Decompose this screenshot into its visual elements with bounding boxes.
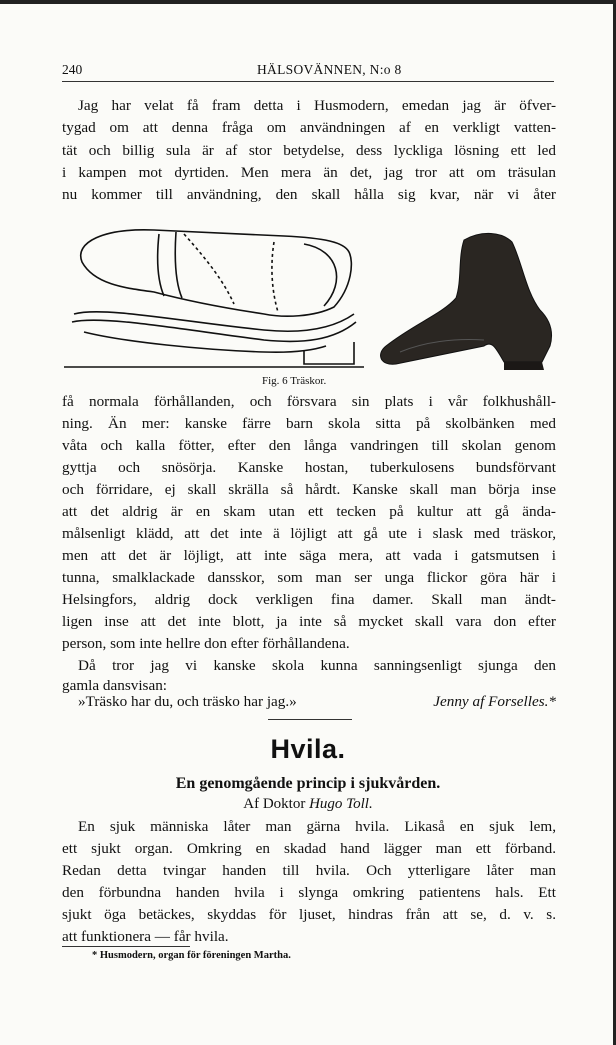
- body-line: tät och billig sula är af stor betydelse, dess lyckliga lösning ett led: [62, 142, 556, 159]
- body-line: Redan detta tvingar handen till hvila. Och ytterligare låter man: [62, 862, 556, 879]
- body-line: den förbundna handen hvila i slynga omkring patientens hals. Ett: [62, 884, 556, 901]
- body-line: tygad om att denna fråga om användningen af en verkligt vatten-: [62, 119, 556, 136]
- body-line: gamla dansvisan:: [62, 677, 168, 694]
- body-line: person, som inte hellre don efter förhållandena.: [62, 635, 350, 652]
- figure-clogs: [64, 222, 556, 372]
- boot-drawing: [381, 233, 552, 370]
- footnote: * Husmodern, organ för föreningen Martha.: [92, 950, 291, 961]
- body-line: En sjuk människa låter man gärna hvila. Likaså en sjuk lem,: [78, 818, 556, 835]
- byline-author: Hugo Toll.: [309, 796, 373, 812]
- article-title: Hvila.: [270, 734, 346, 764]
- body-line: Helsingfors, aldrig dock verkligen fina damer. Skall man ändt-: [62, 591, 556, 608]
- quote-text: »Träsko har du, och träsko har jag.»: [78, 693, 297, 710]
- body-line: få normala förhållanden, och försvara sin plats i vår folkhushåll-: [62, 393, 556, 410]
- article-byline: [0, 796, 616, 813]
- body-line: Då tror jag vi kanske skola kunna sanningsenligt sjunga den: [78, 657, 556, 674]
- author-signature: Jenny af Forselles.*: [433, 693, 556, 710]
- body-line: ning. Än mer: kanske färre barn skola sitta på skolbänken med: [62, 415, 556, 432]
- body-line: gyttja och snösörja. Kanske hostan, tuberkulosens bundsförvant: [62, 459, 556, 476]
- running-title: HÄLSOVÄNNEN, N:o 8: [257, 62, 402, 77]
- byline-prefix: Af Doktor: [243, 796, 306, 812]
- body-line: ligen inse att det inte blott, ja inte så mycket skall vara don efter: [62, 613, 556, 630]
- body-line: och förridare, ej skall skrälla så hårdt. Kanske skall man börja inse: [62, 481, 556, 498]
- body-line: i kampen mot dyrtiden. Men mera än det, jag tror att om träsulan: [62, 164, 556, 181]
- footnote-rule: [62, 946, 190, 947]
- body-line: att det aldrig är en skam utan ett tecken på kultur att gå ända-: [62, 503, 556, 520]
- song-quote: [78, 693, 556, 711]
- body-line: Jag har velat få fram detta i Husmodern, emedan jag är öfver-: [78, 97, 556, 114]
- body-line: målsenligt klädd, att det inte ä löjligt att gå ute i slask med träskor,: [62, 525, 556, 542]
- clog-illustration: [64, 222, 556, 372]
- body-line: tunna, smalklackade dansskor, som man ser unga flickor göra här i: [62, 569, 556, 586]
- page-number: 240: [62, 62, 83, 77]
- body-line: men att det är löjligt, att inte säga mera, att vada i gatsmutsen i: [62, 547, 556, 564]
- body-line: nu kommer till användning, den skall hålla sig kvar, när vi åter: [62, 186, 556, 203]
- header-rule: [62, 81, 554, 82]
- figure-caption: Fig. 6 Träskor.: [262, 375, 327, 387]
- article-subtitle: En genomgående princip i sjukvården.: [175, 775, 441, 792]
- body-line: ett sjukt organ. Omkring en skadad hand lägger man ett förband.: [62, 840, 556, 857]
- section-divider: [268, 719, 352, 720]
- scan-border-top: [0, 0, 616, 4]
- body-line: sjukt öga betäckes, skyddas för ljuset, hindras från att se, d. v. s.: [62, 906, 556, 923]
- body-line: att funktionera — får hvila.: [62, 928, 229, 945]
- body-line: våta och kalla fötter, efter den långa vandringen till skolan genom: [62, 437, 556, 454]
- clog-sole-drawing: [64, 230, 364, 367]
